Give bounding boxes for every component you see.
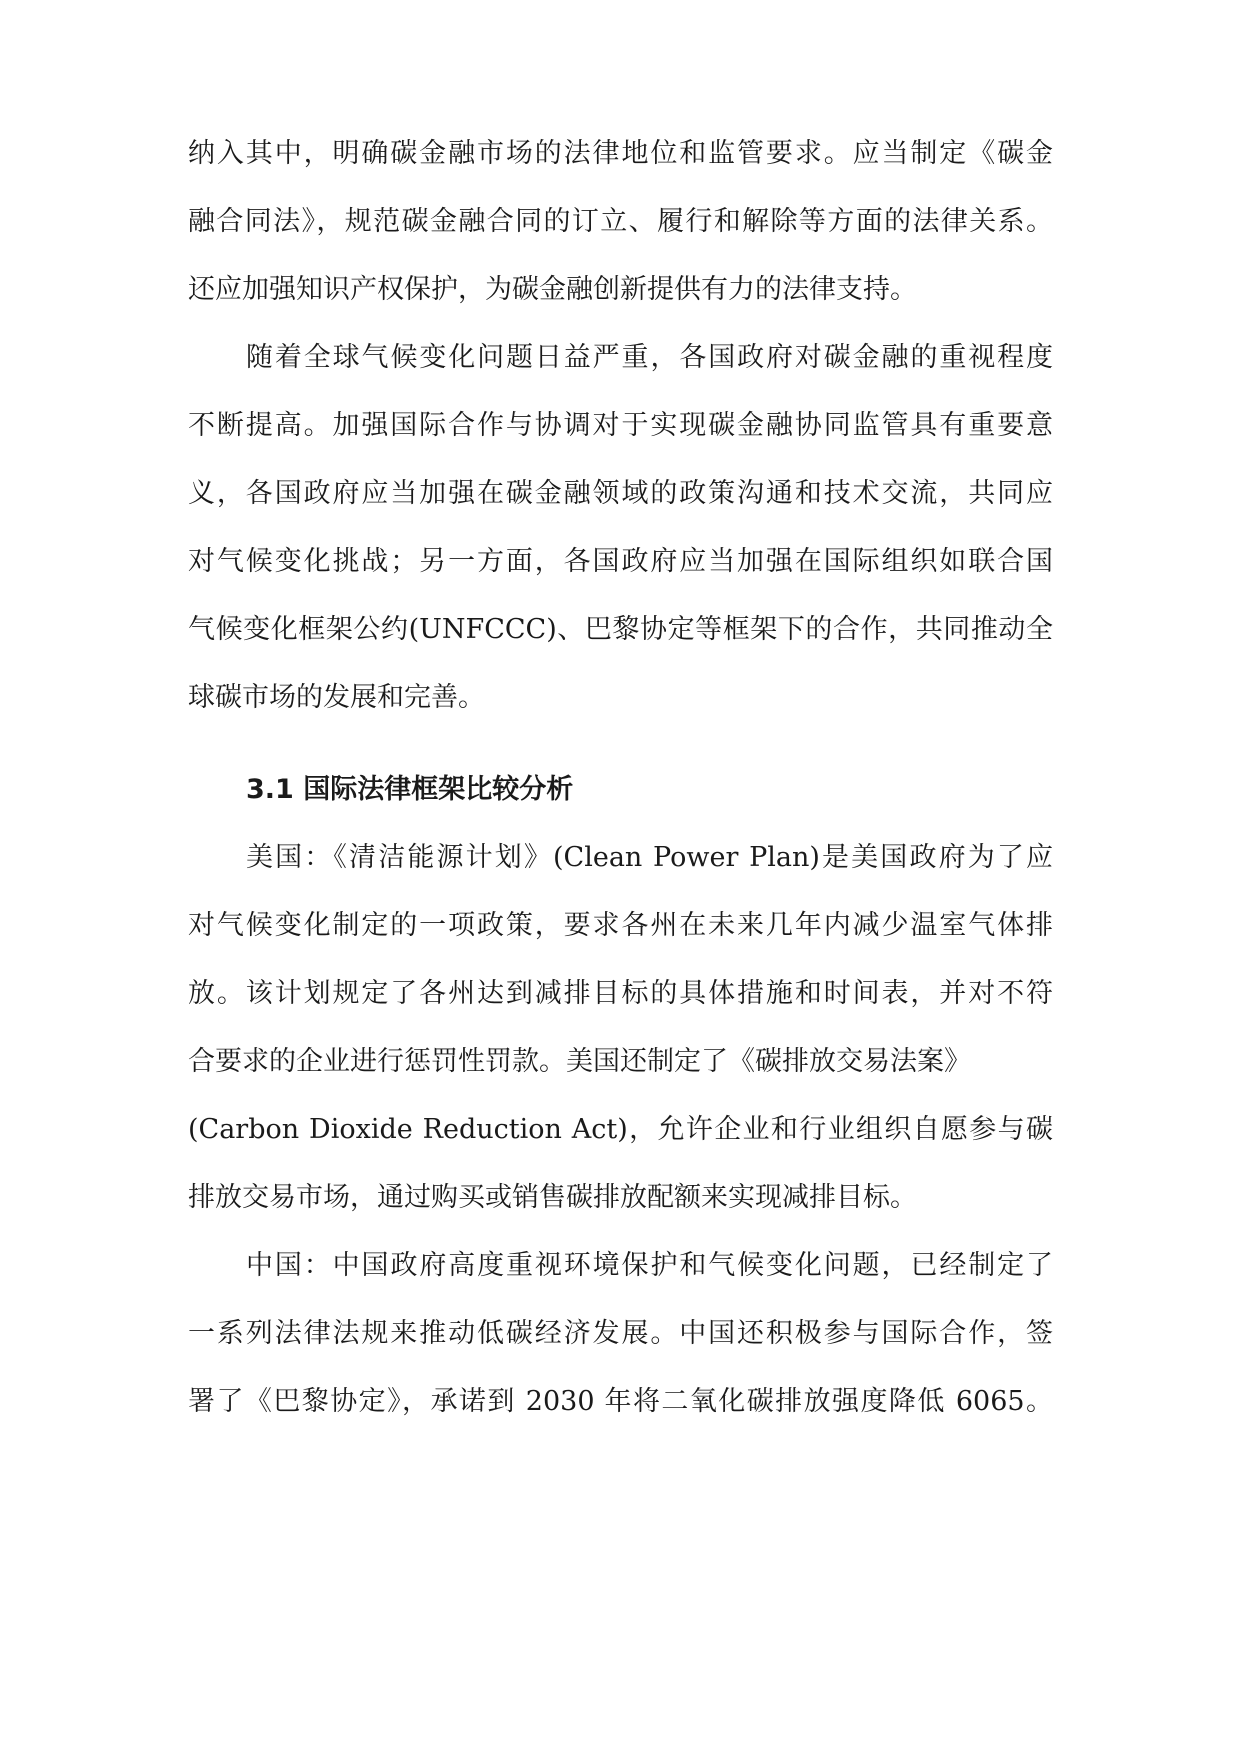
paragraph-1-line-1: 纳入其中，明确碳金融市场的法律地位和监管要求。应当制定《碳金 <box>188 138 1053 169</box>
paragraph-1-line-3: 还应加强知识产权保护，为碳金融创新提供有力的法律支持。 <box>188 274 917 305</box>
paragraph-3-line-1: 美国：《清洁能源计划》(Clean Power Plan)是美国政府为了应 <box>246 842 1053 873</box>
paragraph-2-line-3: 义，各国政府应当加强在碳金融领域的政策沟通和技术交流，共同应 <box>188 478 1053 509</box>
paragraph-2-line-4: 对气候变化挑战；另一方面，各国政府应当加强在国际组织如联合国 <box>188 546 1053 577</box>
paragraph-3-line-6: 排放交易市场，通过购买或销售碳排放配额来实现减排目标。 <box>188 1182 917 1213</box>
paragraph-3-line-4: 合要求的企业进行惩罚性罚款。美国还制定了《碳排放交易法案》 <box>188 1046 971 1077</box>
paragraph-2-line-2: 不断提高。加强国际合作与协调对于实现碳金融协同监管具有重要意 <box>188 410 1053 441</box>
paragraph-4-line-2: 一系列法律法规来推动低碳经济发展。中国还积极参与国际合作，签 <box>188 1318 1053 1349</box>
paragraph-4-line-1: 中国：中国政府高度重视环境保护和气候变化问题，已经制定了 <box>246 1250 1053 1281</box>
paragraph-1-line-2: 融合同法》，规范碳金融合同的订立、履行和解除等方面的法律关系。 <box>188 206 1053 237</box>
paragraph-2-line-6: 球碳市场的发展和完善。 <box>188 682 485 713</box>
paragraph-4-line-3: 署了《巴黎协定》，承诺到 2030 年将二氧化碳排放强度降低 6065。 <box>188 1386 1053 1417</box>
paragraph-2-line-1: 随着全球气候变化问题日益严重，各国政府对碳金融的重视程度 <box>246 342 1053 373</box>
paragraph-3-line-3: 放。该计划规定了各州达到减排目标的具体措施和时间表，并对不符 <box>188 978 1053 1009</box>
paragraph-3-line-2: 对气候变化制定的一项政策，要求各州在未来几年内减少温室气体排 <box>188 910 1053 941</box>
paragraph-2-line-5: 气候变化框架公约(UNFCCC)、巴黎协定等框架下的合作，共同推动全 <box>188 614 1053 645</box>
section-heading: 3.1 国际法律框架比较分析 <box>246 774 574 805</box>
paragraph-3-line-5: (Carbon Dioxide Reduction Act)，允许企业和行业组织自愿参与碳 <box>188 1114 1053 1145</box>
